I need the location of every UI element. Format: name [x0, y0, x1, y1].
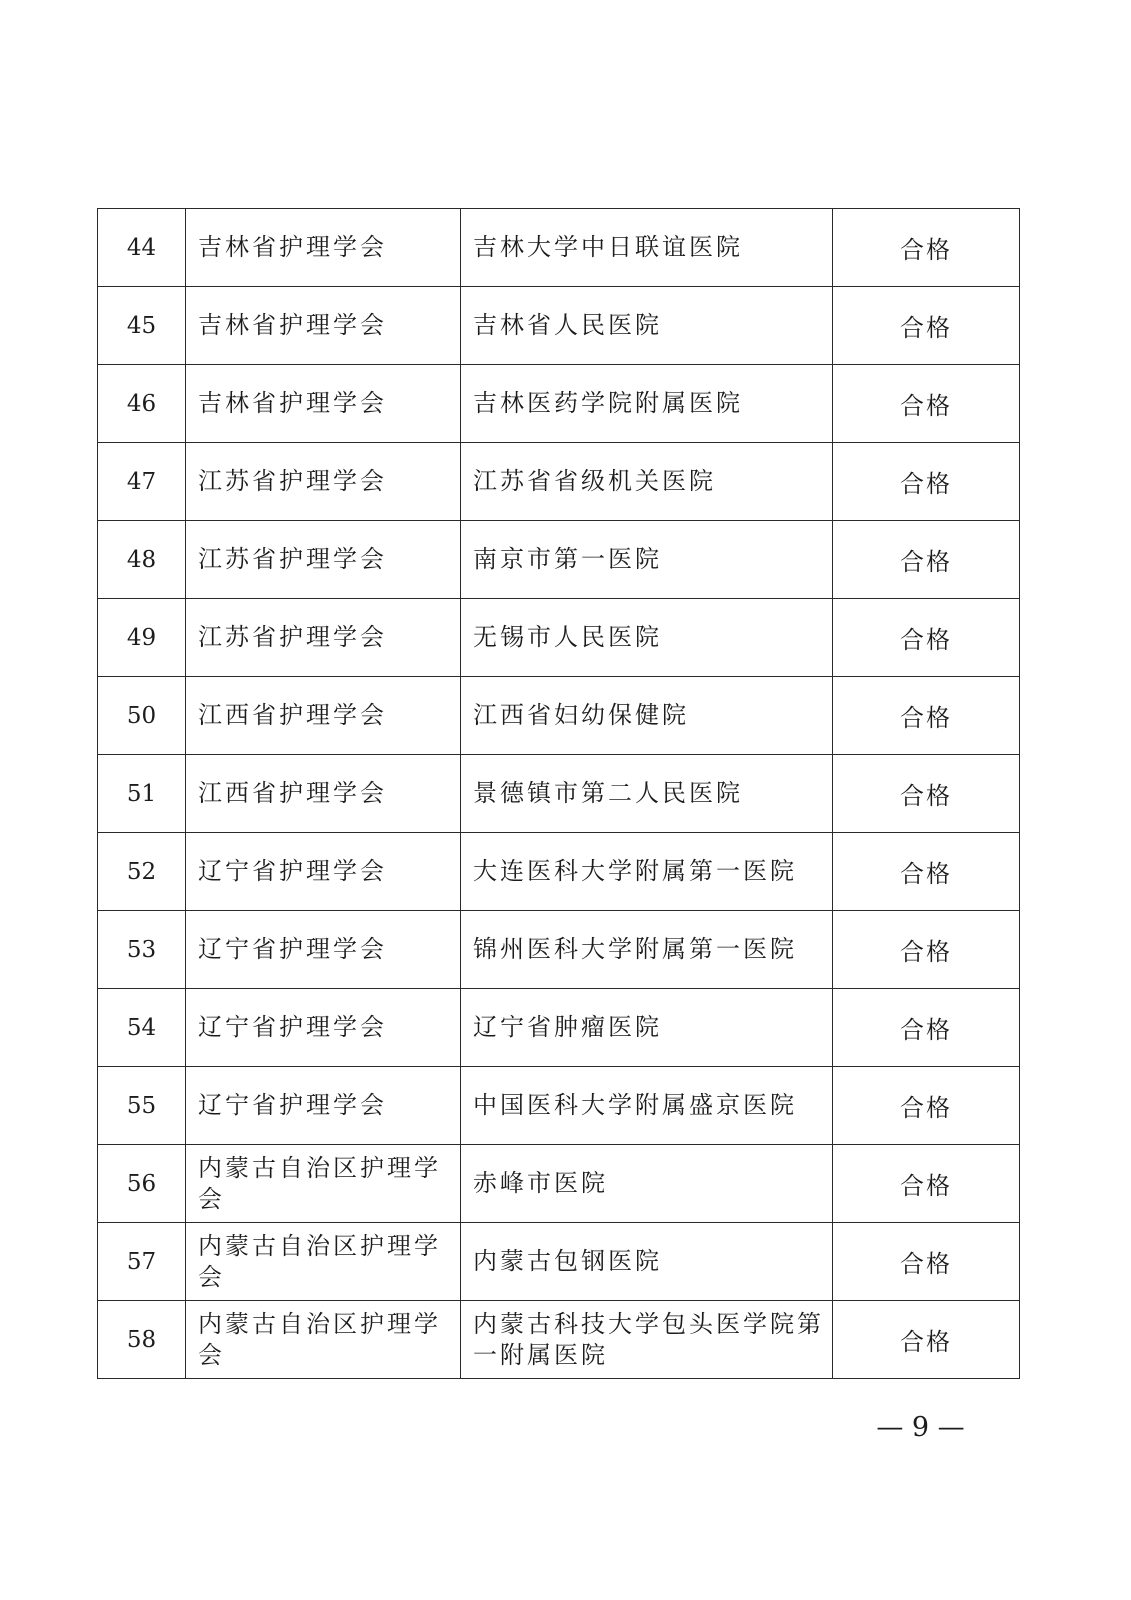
result-cell: 合格: [833, 1301, 1020, 1379]
society-name: 内蒙古自治区护理学会: [186, 1223, 461, 1301]
result-cell: 合格: [833, 599, 1020, 677]
table-row: [98, 1301, 1020, 1379]
result-cell: 合格: [833, 677, 1020, 755]
hospital-name: 大连医科大学附属第一医院: [461, 833, 833, 911]
society-name: 辽宁省护理学会: [186, 989, 461, 1067]
society-name: 辽宁省护理学会: [186, 911, 461, 989]
hospital-evaluation-table: [97, 208, 1020, 1379]
result-cell: 合格: [833, 365, 1020, 443]
result-cell: 合格: [833, 1145, 1020, 1223]
table-row: [98, 989, 1020, 1067]
hospital-name: 吉林大学中日联谊医院: [461, 209, 833, 287]
society-name: 吉林省护理学会: [186, 287, 461, 365]
row-number: 57: [98, 1223, 186, 1301]
society-name: 江西省护理学会: [186, 677, 461, 755]
row-number: 52: [98, 833, 186, 911]
row-number: 47: [98, 443, 186, 521]
table-row: [98, 1223, 1020, 1301]
hospital-name: 辽宁省肿瘤医院: [461, 989, 833, 1067]
result-cell: 合格: [833, 209, 1020, 287]
page-number: — 9 —: [876, 1412, 965, 1443]
table-row: [98, 287, 1020, 365]
row-number: 44: [98, 209, 186, 287]
row-number: 51: [98, 755, 186, 833]
table-row: [98, 911, 1020, 989]
result-cell: 合格: [833, 1067, 1020, 1145]
hospital-name: 无锡市人民医院: [461, 599, 833, 677]
table-row: [98, 755, 1020, 833]
table-row: [98, 1145, 1020, 1223]
table-row: [98, 599, 1020, 677]
hospital-name: 景德镇市第二人民医院: [461, 755, 833, 833]
table-row: [98, 1067, 1020, 1145]
hospital-name: 吉林省人民医院: [461, 287, 833, 365]
society-name: 内蒙古自治区护理学会: [186, 1145, 461, 1223]
result-cell: 合格: [833, 989, 1020, 1067]
table-row: [98, 365, 1020, 443]
result-cell: 合格: [833, 1223, 1020, 1301]
table-row: [98, 443, 1020, 521]
result-cell: 合格: [833, 287, 1020, 365]
table-row: [98, 209, 1020, 287]
hospital-name: 内蒙古科技大学包头医学院第一附属医院: [461, 1301, 833, 1379]
hospital-name: 锦州医科大学附属第一医院: [461, 911, 833, 989]
row-number: 53: [98, 911, 186, 989]
row-number: 54: [98, 989, 186, 1067]
row-number: 55: [98, 1067, 186, 1145]
table-row: [98, 833, 1020, 911]
row-number: 48: [98, 521, 186, 599]
society-name: 江苏省护理学会: [186, 599, 461, 677]
society-name: 江苏省护理学会: [186, 443, 461, 521]
table-row: [98, 677, 1020, 755]
society-name: 吉林省护理学会: [186, 365, 461, 443]
society-name: 江苏省护理学会: [186, 521, 461, 599]
result-cell: 合格: [833, 833, 1020, 911]
society-name: 内蒙古自治区护理学会: [186, 1301, 461, 1379]
hospital-name: 南京市第一医院: [461, 521, 833, 599]
table-body: [98, 209, 1020, 1379]
result-cell: 合格: [833, 911, 1020, 989]
hospital-name: 江苏省省级机关医院: [461, 443, 833, 521]
row-number: 56: [98, 1145, 186, 1223]
row-number: 45: [98, 287, 186, 365]
result-cell: 合格: [833, 443, 1020, 521]
society-name: 辽宁省护理学会: [186, 833, 461, 911]
row-number: 46: [98, 365, 186, 443]
row-number: 50: [98, 677, 186, 755]
hospital-name: 内蒙古包钢医院: [461, 1223, 833, 1301]
row-number: 49: [98, 599, 186, 677]
result-cell: 合格: [833, 521, 1020, 599]
hospital-name: 中国医科大学附属盛京医院: [461, 1067, 833, 1145]
table-row: [98, 521, 1020, 599]
result-cell: 合格: [833, 755, 1020, 833]
society-name: 辽宁省护理学会: [186, 1067, 461, 1145]
hospital-name: 吉林医药学院附属医院: [461, 365, 833, 443]
hospital-name: 江西省妇幼保健院: [461, 677, 833, 755]
society-name: 吉林省护理学会: [186, 209, 461, 287]
hospital-name: 赤峰市医院: [461, 1145, 833, 1223]
row-number: 58: [98, 1301, 186, 1379]
society-name: 江西省护理学会: [186, 755, 461, 833]
